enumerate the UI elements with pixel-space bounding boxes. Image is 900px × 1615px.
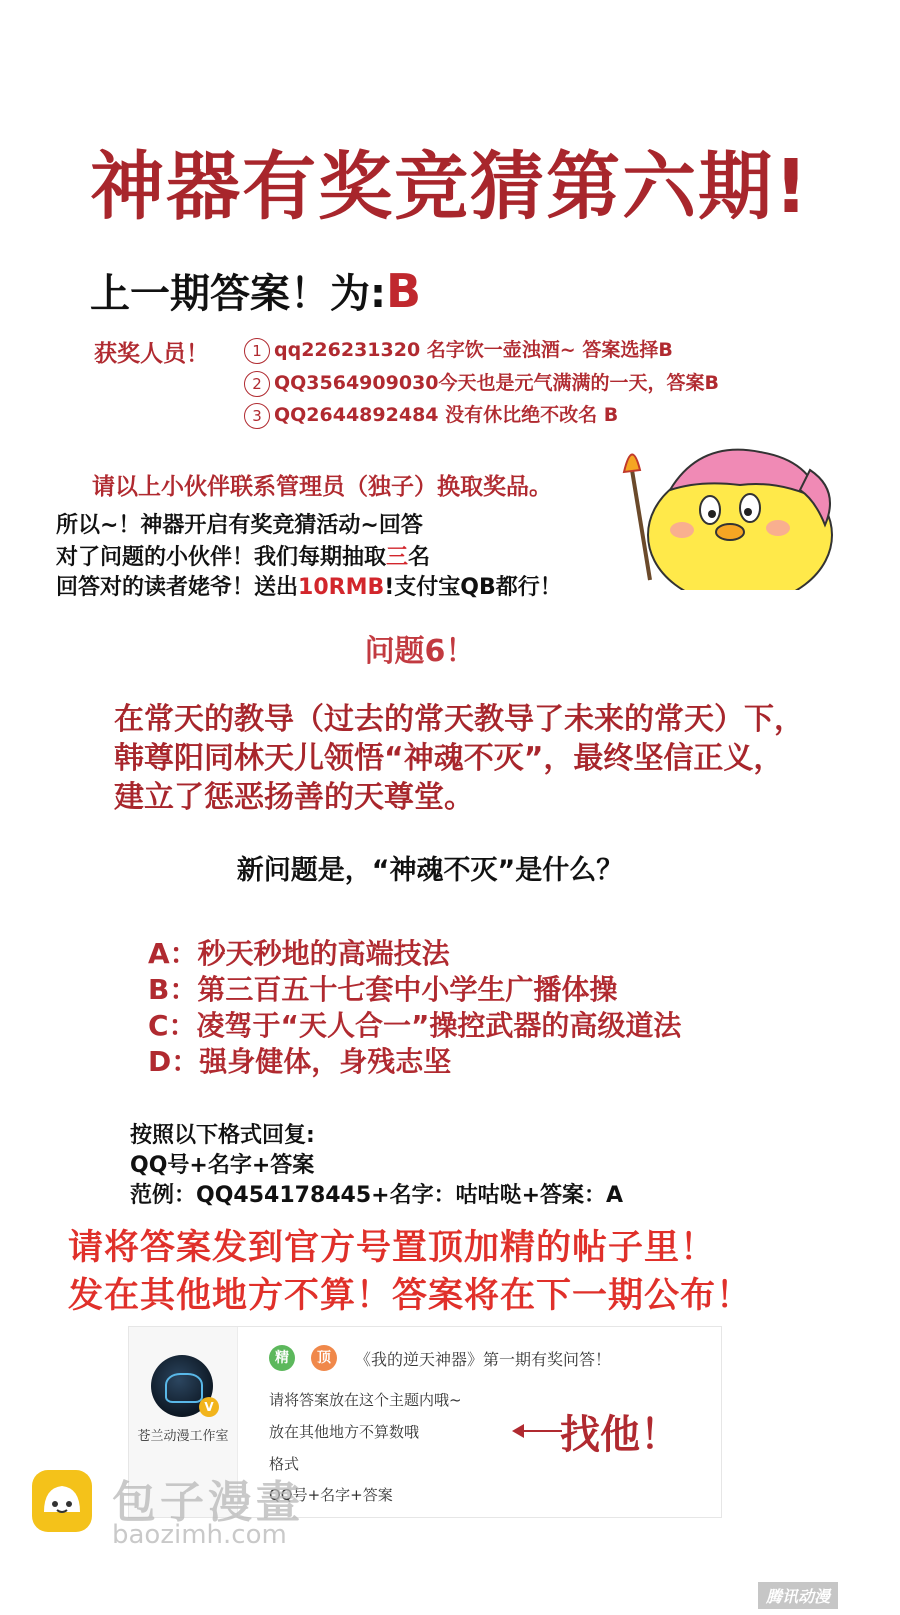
winners-label: 获奖人员！ (94, 341, 209, 367)
format-label: 按照以下格式回复: (130, 1123, 315, 1148)
winner-item (244, 335, 673, 364)
question-line: 建立了惩恶扬善的天尊堂。 (114, 780, 474, 815)
option-b: B：第三百五十七套中小学生广播体操 (148, 973, 618, 1006)
winner-number: 3 (244, 403, 270, 429)
arrow-left-icon (514, 1430, 562, 1432)
watermark-url: baozimh.com (112, 1520, 287, 1550)
promo-line: 所以~！神器开启有奖竞猜活动~回答 (56, 513, 423, 538)
pinned-badge: 顶 (311, 1345, 337, 1371)
new-question: 新问题是，“神魂不灭”是什么？ (236, 855, 624, 886)
previous-answer (90, 262, 421, 319)
winner-number: 1 (244, 338, 270, 364)
option-c: C：凌驾于“天人合一”操控武器的高级道法 (148, 1009, 682, 1042)
previous-answer-letter: B (386, 264, 422, 318)
promo-text: 名 (408, 545, 431, 570)
baozi-logo-icon (30, 1466, 94, 1536)
previous-answer-prefix: 上一期答案！为: (90, 271, 386, 317)
format-example: 范例：QQ454178445+名字：咕咕哒+答案：A (130, 1183, 624, 1208)
format-template: QQ号+名字+答案 (130, 1153, 315, 1178)
author-name[interactable]: 苍兰动漫工作室 (137, 1429, 229, 1444)
send-notice-line: 发在其他地方不算！答案将在下一期公布！ (68, 1276, 753, 1316)
find-him-text: 找他！ (560, 1412, 680, 1458)
post-body-line: 放在其他地方不算数哦 (269, 1423, 420, 1441)
promo-text: !支付宝QB都行！ (384, 575, 562, 600)
option-a: A：秒天秒地的高端技法 (148, 937, 450, 970)
winner-text: QQ2644892484 没有休比绝不改名 B (274, 404, 619, 426)
winner-number: 2 (244, 371, 270, 397)
promo-highlight: 10RMB (298, 575, 385, 600)
promo-text: 回答对的读者姥爷！送出 (56, 575, 299, 600)
watermark-name: 包子漫畫 (112, 1477, 304, 1528)
send-notice-line: 请将答案发到官方号置顶加精的帖子里！ (68, 1228, 717, 1268)
promo-highlight: 三 (386, 545, 409, 570)
question-line: 在常天的教导（过去的常天教导了未来的常天）下， (114, 702, 804, 737)
post-body-line: QQ号+名字+答案 (269, 1486, 393, 1504)
verified-icon: V (199, 1397, 219, 1417)
winner-text: QQ3564909030今天也是元气满满的一天，答案B (274, 372, 719, 394)
question-line: 韩尊阳同林天儿领悟“神魂不灭”，最终坚信正义， (114, 741, 784, 776)
promo-line (56, 570, 562, 601)
contact-admin-text: 请以上小伙伴联系管理员（独子）换取奖品。 (92, 474, 552, 500)
winner-item (244, 368, 719, 397)
chick-illustration-icon (610, 430, 840, 590)
question-header: 问题6！ (364, 634, 476, 669)
winner-item (244, 400, 618, 429)
featured-badge: 精 (269, 1345, 295, 1371)
page-title: 神器有奖竞猜第六期! (90, 144, 810, 230)
winner-text: qq226231320 名字饮一壶浊酒~ 答案选择B (274, 339, 673, 361)
promo-line (56, 540, 430, 571)
post-body-line: 格式 (269, 1455, 300, 1473)
post-body-line: 请将答案放在这个主题内哦~ (269, 1391, 462, 1409)
promo-text: 对了问题的小伙伴！我们每期抽取 (56, 545, 387, 570)
option-d: D：强身健体，身残志坚 (148, 1045, 452, 1078)
tencent-watermark: 腾讯动漫 (758, 1582, 838, 1609)
post-title[interactable]: 《我的逆天神器》第一期有奖问答！ (355, 1350, 612, 1369)
